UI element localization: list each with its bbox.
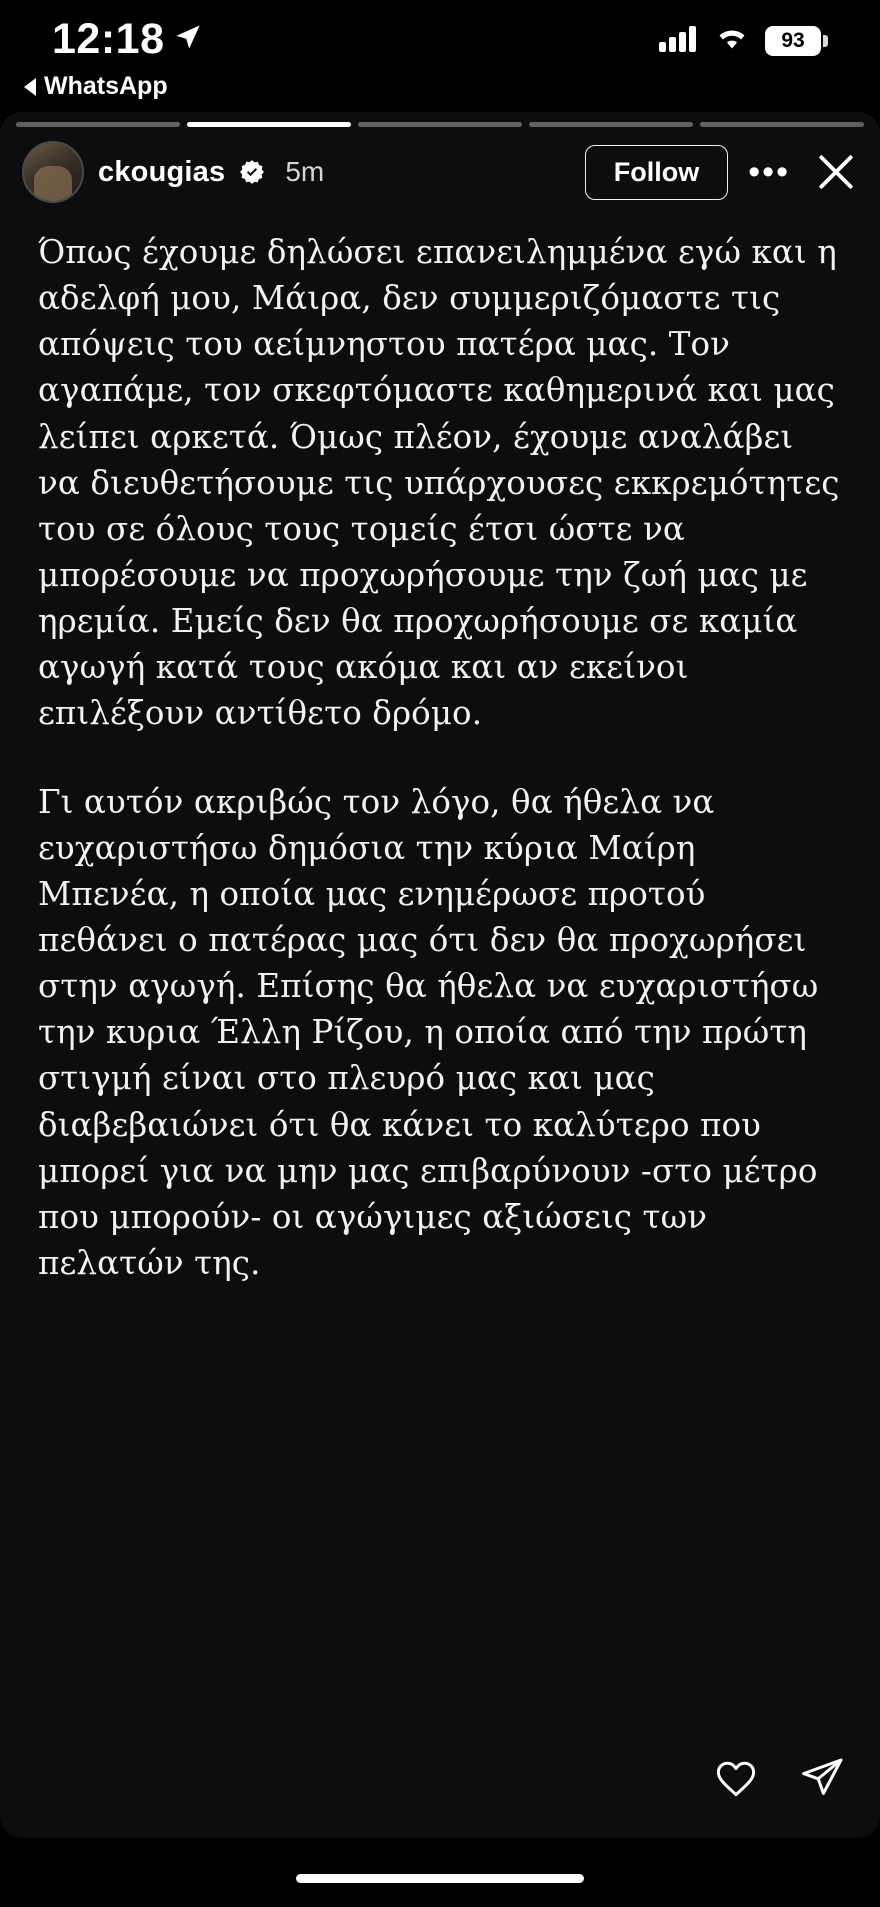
progress-segment[interactable] [16,122,180,127]
status-right [659,18,828,57]
story-text-body [0,203,880,1286]
status-left [52,15,202,63]
story-header [0,127,880,203]
progress-segment[interactable] [529,122,693,127]
timestamp-label: 5m [285,156,325,187]
location-arrow-icon [174,23,202,56]
send-icon[interactable] [798,1754,846,1802]
follow-button[interactable]: Follow [585,145,728,200]
more-options-button[interactable]: ••• [748,152,790,191]
progress-segment-active[interactable] [187,122,351,127]
status-bar [0,0,880,70]
battery-indicator [765,26,828,56]
progress-segment[interactable] [358,122,522,127]
back-to-app-label: WhatsApp [44,72,168,100]
wifi-icon [713,24,751,57]
progress-segment[interactable] [700,122,864,127]
story-progress-bar [0,112,880,127]
story-paragraph-1: Όπως έχουμε δηλώσει επανειλημμένα εγώ και η αδελφή μου, Μάιρα, δεν συμμεριζόμαστε τις απόψεις του αείμνηστου πατέρα μας. Τον αγαπάμε, τον σκεφτόμαστε καθημερινά και μας λείπει αρκετά. Όμως πλέον, έχουμε αναλάβει να διευθετήσουμε τις υπάρχουσες εκκρεμότητες του σε όλους τους τομείς έτσι ώστε να μπορέσουμε να προχωρήσουμε την ζωή μας με ηρεμία. Εμείς δεν θα προχωρήσουμε σε καμία αγωγή κατά τους ακόμα και αν εκείνοι επιλέξουν αντίθετο δρόμο. [38,233,840,733]
battery-percent: 93 [765,26,821,56]
back-arrow-icon [24,78,36,96]
cellular-signal-icon [659,24,699,57]
heart-icon[interactable] [712,1754,760,1802]
story-container [0,112,880,1838]
username-label[interactable]: ckougias [98,155,226,188]
avatar[interactable] [22,141,84,203]
back-to-app-button[interactable] [0,70,880,101]
battery-cap [823,35,828,47]
home-indicator [296,1874,584,1883]
verified-badge-icon [239,159,265,185]
story-paragraph-2: Γι αυτόν ακριβώς τον λόγο, θα ήθελα να ευχαριστήσω δημόσια την κύρια Μαίρη Μπενέα, η οποία μας ενημέρωσε προτού πεθάνει ο πατέρας μας ότι δεν θα προχωρήσει στην αγωγή. Επίσης θα ήθελα να ευχαριστήσω την κυρια Έλλη Ρίζου, η οποία από την πρώτη στιγμή είναι στο πλευρό μας και μας διαβεβαιώνει ότι θα κάνει το καλύτερο που μπορεί για να μην μας επιβαρύνουν -στο μέτρο που μπορούν- οι αγώγιμες αξιώσεις των πελατών της. [38,782,819,1282]
close-icon[interactable] [814,150,858,194]
story-actions [712,1754,846,1802]
status-clock: 12:18 [52,15,165,63]
